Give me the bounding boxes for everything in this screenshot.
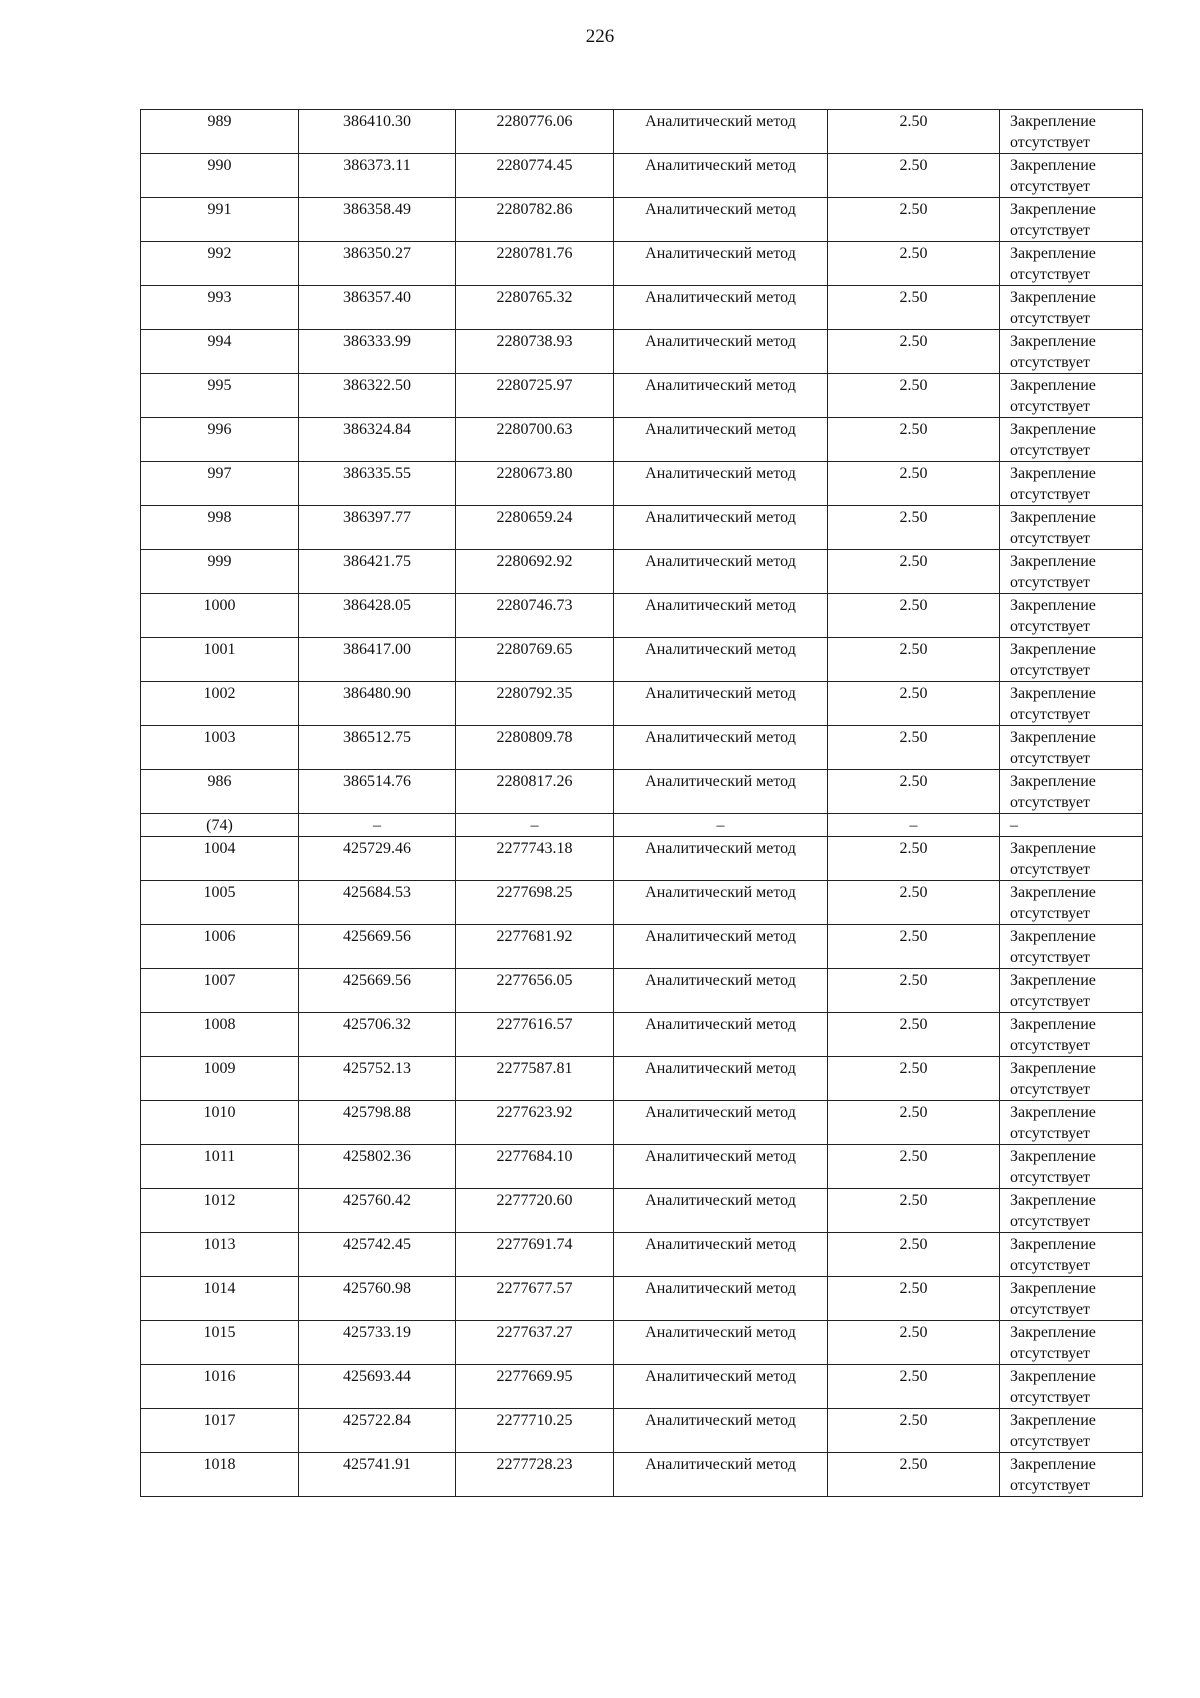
table-row (141, 969, 1143, 1013)
y-coordinate-cell: 2277616.57 (456, 1013, 614, 1057)
fixation-cell: Закрепление отсутствует (1000, 1189, 1143, 1233)
method-cell: Аналитический метод (614, 1365, 828, 1409)
method-cell: Аналитический метод (614, 1321, 828, 1365)
y-coordinate-cell: 2280809.78 (456, 726, 614, 770)
fixation-cell: Закрепление отсутствует (1000, 1013, 1143, 1057)
accuracy-cell: 2.50 (828, 770, 1000, 814)
accuracy-cell: 2.50 (828, 969, 1000, 1013)
accuracy-cell: 2.50 (828, 925, 1000, 969)
y-coordinate-cell: 2277728.23 (456, 1453, 614, 1497)
method-cell: Аналитический метод (614, 1409, 828, 1453)
point-number-cell: 1000 (141, 594, 299, 638)
method-cell: Аналитический метод (614, 1233, 828, 1277)
table-row (141, 1233, 1143, 1277)
table-row (141, 726, 1143, 770)
accuracy-cell: 2.50 (828, 881, 1000, 925)
accuracy-cell: 2.50 (828, 1057, 1000, 1101)
accuracy-cell: 2.50 (828, 418, 1000, 462)
point-number-cell: 990 (141, 154, 299, 198)
y-coordinate-cell: 2280765.32 (456, 286, 614, 330)
point-number-cell: 1012 (141, 1189, 299, 1233)
fixation-cell: – (1000, 814, 1143, 837)
accuracy-cell: 2.50 (828, 638, 1000, 682)
table-row (141, 550, 1143, 594)
x-coordinate-cell: 386358.49 (299, 198, 456, 242)
x-coordinate-cell: 386512.75 (299, 726, 456, 770)
y-coordinate-cell: 2280782.86 (456, 198, 614, 242)
x-coordinate-cell: 425798.88 (299, 1101, 456, 1145)
accuracy-cell: 2.50 (828, 154, 1000, 198)
y-coordinate-cell: 2280725.97 (456, 374, 614, 418)
method-cell: Аналитический метод (614, 330, 828, 374)
x-coordinate-cell: – (299, 814, 456, 837)
y-coordinate-cell: 2280692.92 (456, 550, 614, 594)
y-coordinate-cell: 2277681.92 (456, 925, 614, 969)
y-coordinate-cell: 2277684.10 (456, 1145, 614, 1189)
accuracy-cell: 2.50 (828, 110, 1000, 154)
table-row (141, 242, 1143, 286)
fixation-cell: Закрепление отсутствует (1000, 969, 1143, 1013)
y-coordinate-cell: 2280774.45 (456, 154, 614, 198)
table-row (141, 330, 1143, 374)
fixation-cell: Закрепление отсутствует (1000, 837, 1143, 881)
y-coordinate-cell: 2277637.27 (456, 1321, 614, 1365)
y-coordinate-cell: 2280738.93 (456, 330, 614, 374)
accuracy-cell: 2.50 (828, 286, 1000, 330)
x-coordinate-cell: 425752.13 (299, 1057, 456, 1101)
x-coordinate-cell: 425669.56 (299, 969, 456, 1013)
fixation-cell: Закрепление отсутствует (1000, 925, 1143, 969)
method-cell: Аналитический метод (614, 154, 828, 198)
y-coordinate-cell: 2280817.26 (456, 770, 614, 814)
accuracy-cell: 2.50 (828, 198, 1000, 242)
coordinates-table (140, 109, 1143, 1497)
method-cell: Аналитический метод (614, 198, 828, 242)
accuracy-cell: 2.50 (828, 242, 1000, 286)
table-row (141, 881, 1143, 925)
x-coordinate-cell: 425760.98 (299, 1277, 456, 1321)
method-cell: Аналитический метод (614, 462, 828, 506)
x-coordinate-cell: 386514.76 (299, 770, 456, 814)
y-coordinate-cell: 2277677.57 (456, 1277, 614, 1321)
fixation-cell: Закрепление отсутствует (1000, 462, 1143, 506)
y-coordinate-cell: 2277669.95 (456, 1365, 614, 1409)
fixation-cell: Закрепление отсутствует (1000, 1365, 1143, 1409)
accuracy-cell: 2.50 (828, 726, 1000, 770)
table-row (141, 1101, 1143, 1145)
point-number-cell: 1005 (141, 881, 299, 925)
accuracy-cell: 2.50 (828, 837, 1000, 881)
point-number-cell: 1017 (141, 1409, 299, 1453)
method-cell: Аналитический метод (614, 770, 828, 814)
table-row (141, 1365, 1143, 1409)
method-cell: Аналитический метод (614, 594, 828, 638)
y-coordinate-cell: 2280769.65 (456, 638, 614, 682)
table-row (141, 506, 1143, 550)
accuracy-cell: – (828, 814, 1000, 837)
accuracy-cell: 2.50 (828, 330, 1000, 374)
method-cell: Аналитический метод (614, 881, 828, 925)
fixation-cell: Закрепление отсутствует (1000, 154, 1143, 198)
point-number-cell: 1011 (141, 1145, 299, 1189)
method-cell: Аналитический метод (614, 286, 828, 330)
point-number-cell: 989 (141, 110, 299, 154)
fixation-cell: Закрепление отсутствует (1000, 110, 1143, 154)
fixation-cell: Закрепление отсутствует (1000, 638, 1143, 682)
fixation-cell: Закрепление отсутствует (1000, 594, 1143, 638)
y-coordinate-cell: 2277743.18 (456, 837, 614, 881)
point-number-cell: 994 (141, 330, 299, 374)
x-coordinate-cell: 386480.90 (299, 682, 456, 726)
x-coordinate-cell: 386335.55 (299, 462, 456, 506)
x-coordinate-cell: 386428.05 (299, 594, 456, 638)
y-coordinate-cell: 2277720.60 (456, 1189, 614, 1233)
point-number-cell: 992 (141, 242, 299, 286)
x-coordinate-cell: 425741.91 (299, 1453, 456, 1497)
x-coordinate-cell: 425722.84 (299, 1409, 456, 1453)
point-number-cell: 1001 (141, 638, 299, 682)
accuracy-cell: 2.50 (828, 1101, 1000, 1145)
accuracy-cell: 2.50 (828, 506, 1000, 550)
y-coordinate-cell: 2280659.24 (456, 506, 614, 550)
fixation-cell: Закрепление отсутствует (1000, 550, 1143, 594)
method-cell: Аналитический метод (614, 506, 828, 550)
table-row (141, 837, 1143, 881)
method-cell: Аналитический метод (614, 1057, 828, 1101)
coordinates-table-body (141, 110, 1143, 1497)
method-cell: Аналитический метод (614, 1013, 828, 1057)
method-cell: Аналитический метод (614, 550, 828, 594)
accuracy-cell: 2.50 (828, 550, 1000, 594)
x-coordinate-cell: 386357.40 (299, 286, 456, 330)
fixation-cell: Закрепление отсутствует (1000, 506, 1143, 550)
page-number: 226 (585, 26, 615, 47)
x-coordinate-cell: 425742.45 (299, 1233, 456, 1277)
point-number-cell: (74) (141, 814, 299, 837)
table-row (141, 638, 1143, 682)
x-coordinate-cell: 386397.77 (299, 506, 456, 550)
y-coordinate-cell: 2277710.25 (456, 1409, 614, 1453)
x-coordinate-cell: 386410.30 (299, 110, 456, 154)
x-coordinate-cell: 386421.75 (299, 550, 456, 594)
accuracy-cell: 2.50 (828, 1277, 1000, 1321)
fixation-cell: Закрепление отсутствует (1000, 1101, 1143, 1145)
x-coordinate-cell: 425706.32 (299, 1013, 456, 1057)
table-row (141, 1057, 1143, 1101)
x-coordinate-cell: 386373.11 (299, 154, 456, 198)
fixation-cell: Закрепление отсутствует (1000, 286, 1143, 330)
fixation-cell: Закрепление отсутствует (1000, 374, 1143, 418)
x-coordinate-cell: 425802.36 (299, 1145, 456, 1189)
fixation-cell: Закрепление отсутствует (1000, 330, 1143, 374)
fixation-cell: Закрепление отсутствует (1000, 242, 1143, 286)
method-cell: Аналитический метод (614, 1189, 828, 1233)
table-row (141, 1013, 1143, 1057)
x-coordinate-cell: 386350.27 (299, 242, 456, 286)
method-cell: Аналитический метод (614, 418, 828, 462)
point-number-cell: 986 (141, 770, 299, 814)
accuracy-cell: 2.50 (828, 1321, 1000, 1365)
fixation-cell: Закрепление отсутствует (1000, 418, 1143, 462)
y-coordinate-cell: 2280776.06 (456, 110, 614, 154)
method-cell: Аналитический метод (614, 837, 828, 881)
x-coordinate-cell: 425729.46 (299, 837, 456, 881)
x-coordinate-cell: 386322.50 (299, 374, 456, 418)
y-coordinate-cell: 2280792.35 (456, 682, 614, 726)
method-cell: Аналитический метод (614, 726, 828, 770)
point-number-cell: 993 (141, 286, 299, 330)
table-row (141, 1145, 1143, 1189)
accuracy-cell: 2.50 (828, 462, 1000, 506)
y-coordinate-cell: 2280781.76 (456, 242, 614, 286)
fixation-cell: Закрепление отсутствует (1000, 198, 1143, 242)
point-number-cell: 1015 (141, 1321, 299, 1365)
fixation-cell: Закрепление отсутствует (1000, 770, 1143, 814)
fixation-cell: Закрепление отсутствует (1000, 1453, 1143, 1497)
table-row (141, 682, 1143, 726)
point-number-cell: 1007 (141, 969, 299, 1013)
table-row (141, 462, 1143, 506)
table-row (141, 1409, 1143, 1453)
fixation-cell: Закрепление отсутствует (1000, 1233, 1143, 1277)
y-coordinate-cell: 2277656.05 (456, 969, 614, 1013)
fixation-cell: Закрепление отсутствует (1000, 682, 1143, 726)
point-number-cell: 1008 (141, 1013, 299, 1057)
table-row (141, 925, 1143, 969)
accuracy-cell: 2.50 (828, 1409, 1000, 1453)
fixation-cell: Закрепление отсутствует (1000, 1057, 1143, 1101)
accuracy-cell: 2.50 (828, 1189, 1000, 1233)
y-coordinate-cell: 2280746.73 (456, 594, 614, 638)
table-row (141, 1189, 1143, 1233)
accuracy-cell: 2.50 (828, 1233, 1000, 1277)
point-number-cell: 1006 (141, 925, 299, 969)
method-cell: Аналитический метод (614, 638, 828, 682)
method-cell: Аналитический метод (614, 1101, 828, 1145)
accuracy-cell: 2.50 (828, 682, 1000, 726)
point-number-cell: 1018 (141, 1453, 299, 1497)
point-number-cell: 1016 (141, 1365, 299, 1409)
point-number-cell: 1014 (141, 1277, 299, 1321)
point-number-cell: 1004 (141, 837, 299, 881)
y-coordinate-cell: – (456, 814, 614, 837)
accuracy-cell: 2.50 (828, 374, 1000, 418)
table-row (141, 110, 1143, 154)
table-row (141, 418, 1143, 462)
point-number-cell: 999 (141, 550, 299, 594)
table-row (141, 594, 1143, 638)
point-number-cell: 995 (141, 374, 299, 418)
x-coordinate-cell: 386333.99 (299, 330, 456, 374)
x-coordinate-cell: 425733.19 (299, 1321, 456, 1365)
method-cell: Аналитический метод (614, 374, 828, 418)
method-cell: Аналитический метод (614, 682, 828, 726)
method-cell: – (614, 814, 828, 837)
method-cell: Аналитический метод (614, 1453, 828, 1497)
point-number-cell: 1013 (141, 1233, 299, 1277)
method-cell: Аналитический метод (614, 110, 828, 154)
fixation-cell: Закрепление отсутствует (1000, 726, 1143, 770)
accuracy-cell: 2.50 (828, 1145, 1000, 1189)
point-number-cell: 1009 (141, 1057, 299, 1101)
fixation-cell: Закрепление отсутствует (1000, 1277, 1143, 1321)
point-number-cell: 998 (141, 506, 299, 550)
fixation-cell: Закрепление отсутствует (1000, 881, 1143, 925)
method-cell: Аналитический метод (614, 1277, 828, 1321)
point-number-cell: 996 (141, 418, 299, 462)
table-row (141, 198, 1143, 242)
y-coordinate-cell: 2280673.80 (456, 462, 614, 506)
table-row (141, 154, 1143, 198)
x-coordinate-cell: 425684.53 (299, 881, 456, 925)
accuracy-cell: 2.50 (828, 594, 1000, 638)
accuracy-cell: 2.50 (828, 1365, 1000, 1409)
table-row (141, 286, 1143, 330)
method-cell: Аналитический метод (614, 925, 828, 969)
fixation-cell: Закрепление отсутствует (1000, 1145, 1143, 1189)
fixation-cell: Закрепление отсутствует (1000, 1321, 1143, 1365)
y-coordinate-cell: 2280700.63 (456, 418, 614, 462)
method-cell: Аналитический метод (614, 1145, 828, 1189)
table-row (141, 374, 1143, 418)
accuracy-cell: 2.50 (828, 1453, 1000, 1497)
y-coordinate-cell: 2277587.81 (456, 1057, 614, 1101)
y-coordinate-cell: 2277698.25 (456, 881, 614, 925)
fixation-cell: Закрепление отсутствует (1000, 1409, 1143, 1453)
x-coordinate-cell: 425693.44 (299, 1365, 456, 1409)
point-number-cell: 991 (141, 198, 299, 242)
y-coordinate-cell: 2277691.74 (456, 1233, 614, 1277)
table-row (141, 770, 1143, 814)
x-coordinate-cell: 425760.42 (299, 1189, 456, 1233)
y-coordinate-cell: 2277623.92 (456, 1101, 614, 1145)
x-coordinate-cell: 386324.84 (299, 418, 456, 462)
method-cell: Аналитический метод (614, 242, 828, 286)
accuracy-cell: 2.50 (828, 1013, 1000, 1057)
point-number-cell: 1003 (141, 726, 299, 770)
point-number-cell: 1002 (141, 682, 299, 726)
x-coordinate-cell: 386417.00 (299, 638, 456, 682)
method-cell: Аналитический метод (614, 969, 828, 1013)
x-coordinate-cell: 425669.56 (299, 925, 456, 969)
point-number-cell: 997 (141, 462, 299, 506)
point-number-cell: 1010 (141, 1101, 299, 1145)
table-row (141, 1277, 1143, 1321)
table-row (141, 1321, 1143, 1365)
table-separator-row (141, 814, 1143, 837)
table-row (141, 1453, 1143, 1497)
